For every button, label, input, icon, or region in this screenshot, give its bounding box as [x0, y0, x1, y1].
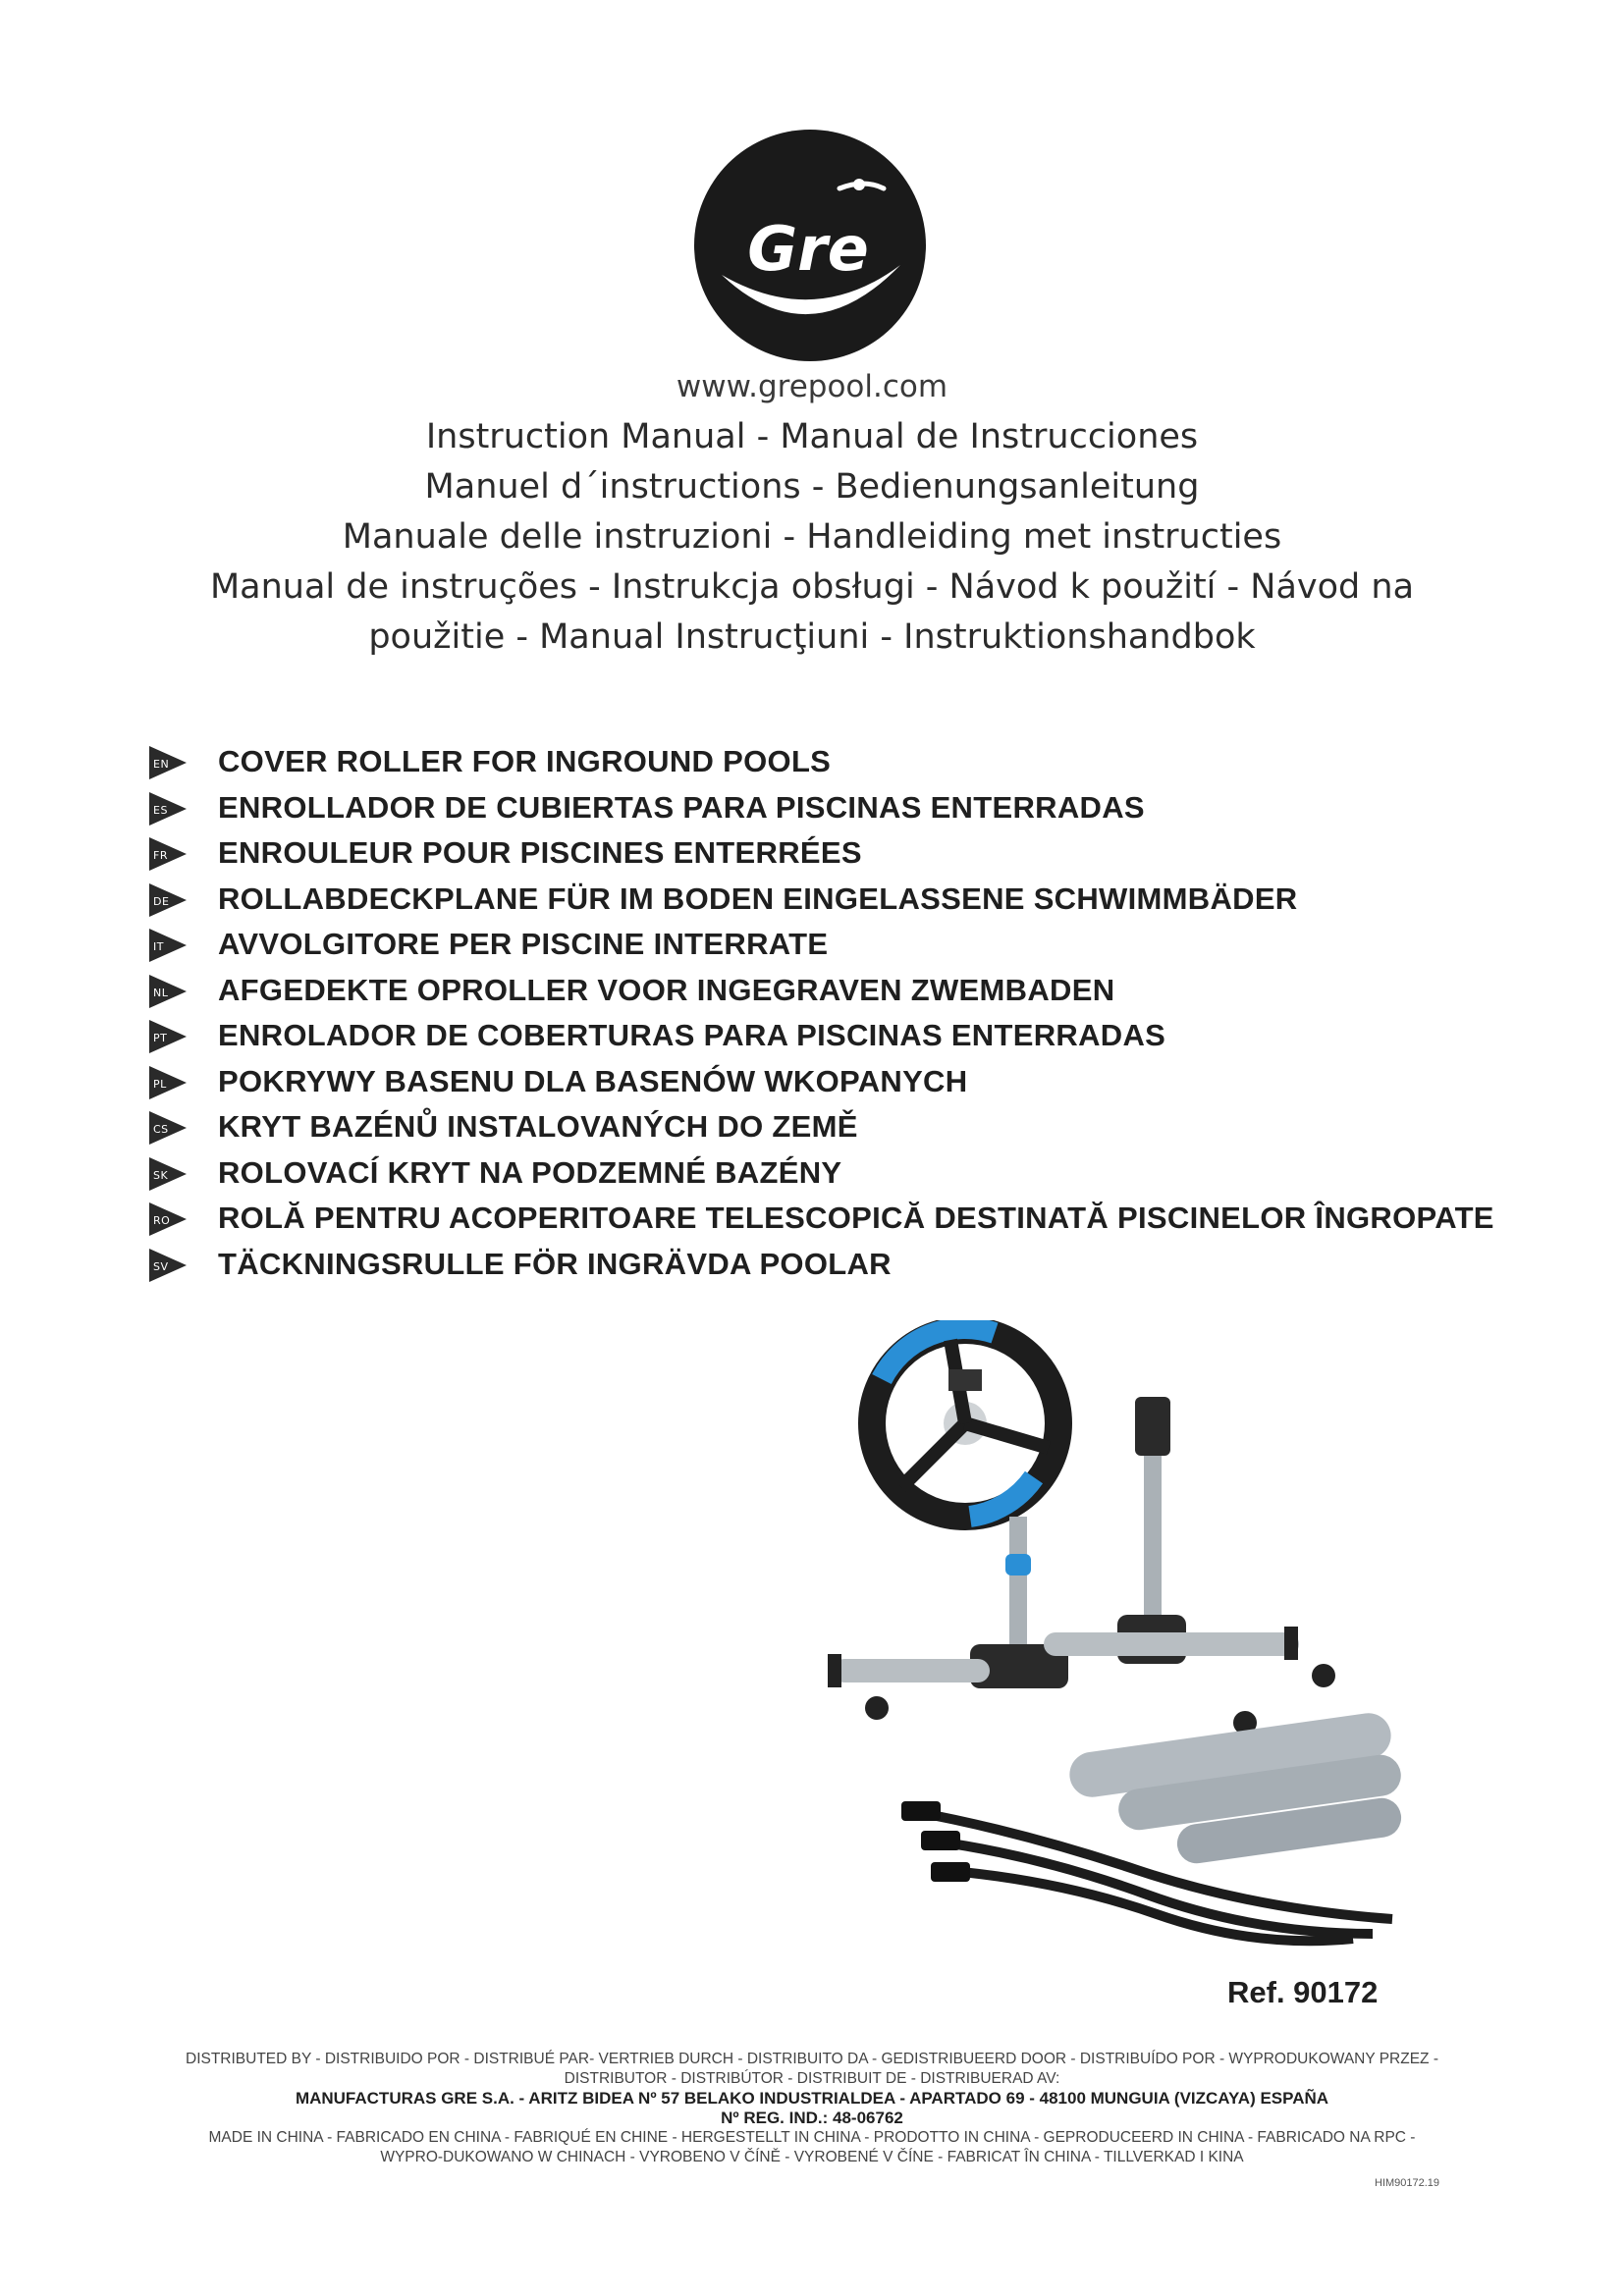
distributed-by-line: DISTRIBUTED BY - DISTRIBUIDO POR - DISTRIBUÉ PAR- VERTRIEB DURCH - DISTRIBUITO DA - GEDISTRIBUEERD DOOR - DISTRIBUÍDO POR - WYPRODUKOWANY PRZEZ -: [186, 2051, 1438, 2067]
product-name: ROLLABDECKPLANE FÜR IM BODEN EINGELASSENE SCHWIMMBÄDER: [218, 881, 1298, 916]
footer-distribution-info: [137, 2050, 1487, 2167]
language-arrow-icon: [149, 837, 187, 871]
language-code: CS: [153, 1123, 169, 1136]
product-name: ENROLADOR DE COBERTURAS PARA PISCINAS ENTERRADAS: [218, 1018, 1166, 1052]
product-reference: Ref. 90172: [1227, 1975, 1379, 2009]
product-name: AFGEDEKTE OPROLLER VOOR INGEGRAVEN ZWEMBADEN: [218, 972, 1115, 1007]
language-code: PT: [153, 1032, 168, 1044]
title-line: Manuale delle instruzioni - Handleiding met instructies: [342, 517, 1282, 557]
product-name: COVER ROLLER FOR INGROUND POOLS: [218, 744, 832, 778]
language-arrow-icon: [149, 746, 187, 779]
language-arrow-icon: [149, 1157, 187, 1191]
product-name: ENROULEUR POUR PISCINES ENTERRÉES: [218, 835, 862, 870]
language-code: FR: [153, 849, 168, 862]
product-name: TÄCKNINGSRULLE FÖR INGRÄVDA POOLAR: [218, 1246, 892, 1281]
language-code: PL: [153, 1077, 167, 1091]
language-arrow-icon: [149, 792, 187, 826]
language-code: SK: [153, 1168, 169, 1182]
title-line: Manuel d´instructions - Bedienungsanleitung: [424, 467, 1200, 507]
language-code: SV: [153, 1259, 169, 1273]
manual-titles: [98, 412, 1526, 663]
product-name: KRYT BAZÉNŮ INSTALOVANÝCH DO ZEMĚ: [218, 1109, 858, 1144]
website-url[interactable]: www.grepool.com: [676, 369, 948, 404]
document-code: HIM90172.19: [1375, 2177, 1440, 2189]
registration-number: Nº REG. IND.: 48-06762: [721, 2109, 903, 2127]
language-arrow-icon: [149, 1111, 187, 1145]
svg-text:Gre: Gre: [747, 213, 869, 285]
product-name: POKRYWY BASENU DLA BASENÓW WKOPANYCH: [218, 1063, 968, 1098]
title-line: Instruction Manual - Manual de Instrucciones: [425, 417, 1199, 456]
product-name: ROLOVACÍ KRYT NA PODZEMNÉ BAZÉNY: [218, 1154, 842, 1190]
gre-logo: [692, 128, 928, 363]
language-code: RO: [153, 1214, 171, 1227]
distributed-by-line: DISTRIBUTOR - DISTRIBÚTOR - DISTRIBUIT DE - DISTRIBUERAD AV:: [564, 2070, 1060, 2087]
language-arrow-icon: [149, 883, 187, 917]
title-line: Manual de instruções - Instrukcja obsługi - Návod k použití - Návod na: [209, 567, 1415, 607]
made-in-line: MADE IN CHINA - FABRICADO EN CHINA - FABRIQUÉ EN CHINE - HERGESTELLT IN CHINA - PRODOTTO IN CHINA - GEPRODUCEERD IN CHINA - FABRICADO NA RPC -: [208, 2129, 1416, 2146]
language-arrow-icon: [149, 1249, 187, 1282]
language-code: DE: [153, 894, 170, 908]
product-image: [823, 1320, 1412, 1949]
language-code: NL: [153, 986, 169, 999]
product-name: ENROLLADOR DE CUBIERTAS PARA PISCINAS ENTERRADAS: [218, 789, 1145, 825]
language-code: ES: [153, 803, 168, 817]
language-arrow-icon: [149, 1066, 187, 1099]
language-arrow-icon: [149, 1020, 187, 1053]
language-arrow-icon: [149, 1202, 187, 1236]
language-code: IT: [153, 940, 164, 953]
language-arrow-icon: [149, 975, 187, 1008]
product-name: AVVOLGITORE PER PISCINE INTERRATE: [218, 927, 829, 961]
title-line: použitie - Manual Instrucţiuni - Instruktionshandbok: [368, 617, 1256, 657]
company-address: MANUFACTURAS GRE S.A. - ARITZ BIDEA Nº 57 BELAKO INDUSTRIALDEA - APARTADO 69 - 48100 MUNGUIA (VIZCAYA) ESPAÑA: [295, 2089, 1329, 2108]
product-name: ROLĂ PENTRU ACOPERITOARE TELESCOPICĂ DESTINATĂ PISCINELOR ÎNGROPATE: [218, 1201, 1494, 1235]
made-in-line: WYPRO-DUKOWANO W CHINACH - VYROBENO V ČÍNĚ - VYROBENÉ V ČÍNE - FABRICAT ÎN CHINA - TILLVERKAD I KINA: [380, 2149, 1244, 2165]
language-code: EN: [153, 758, 170, 771]
language-arrow-icon: [149, 929, 187, 962]
